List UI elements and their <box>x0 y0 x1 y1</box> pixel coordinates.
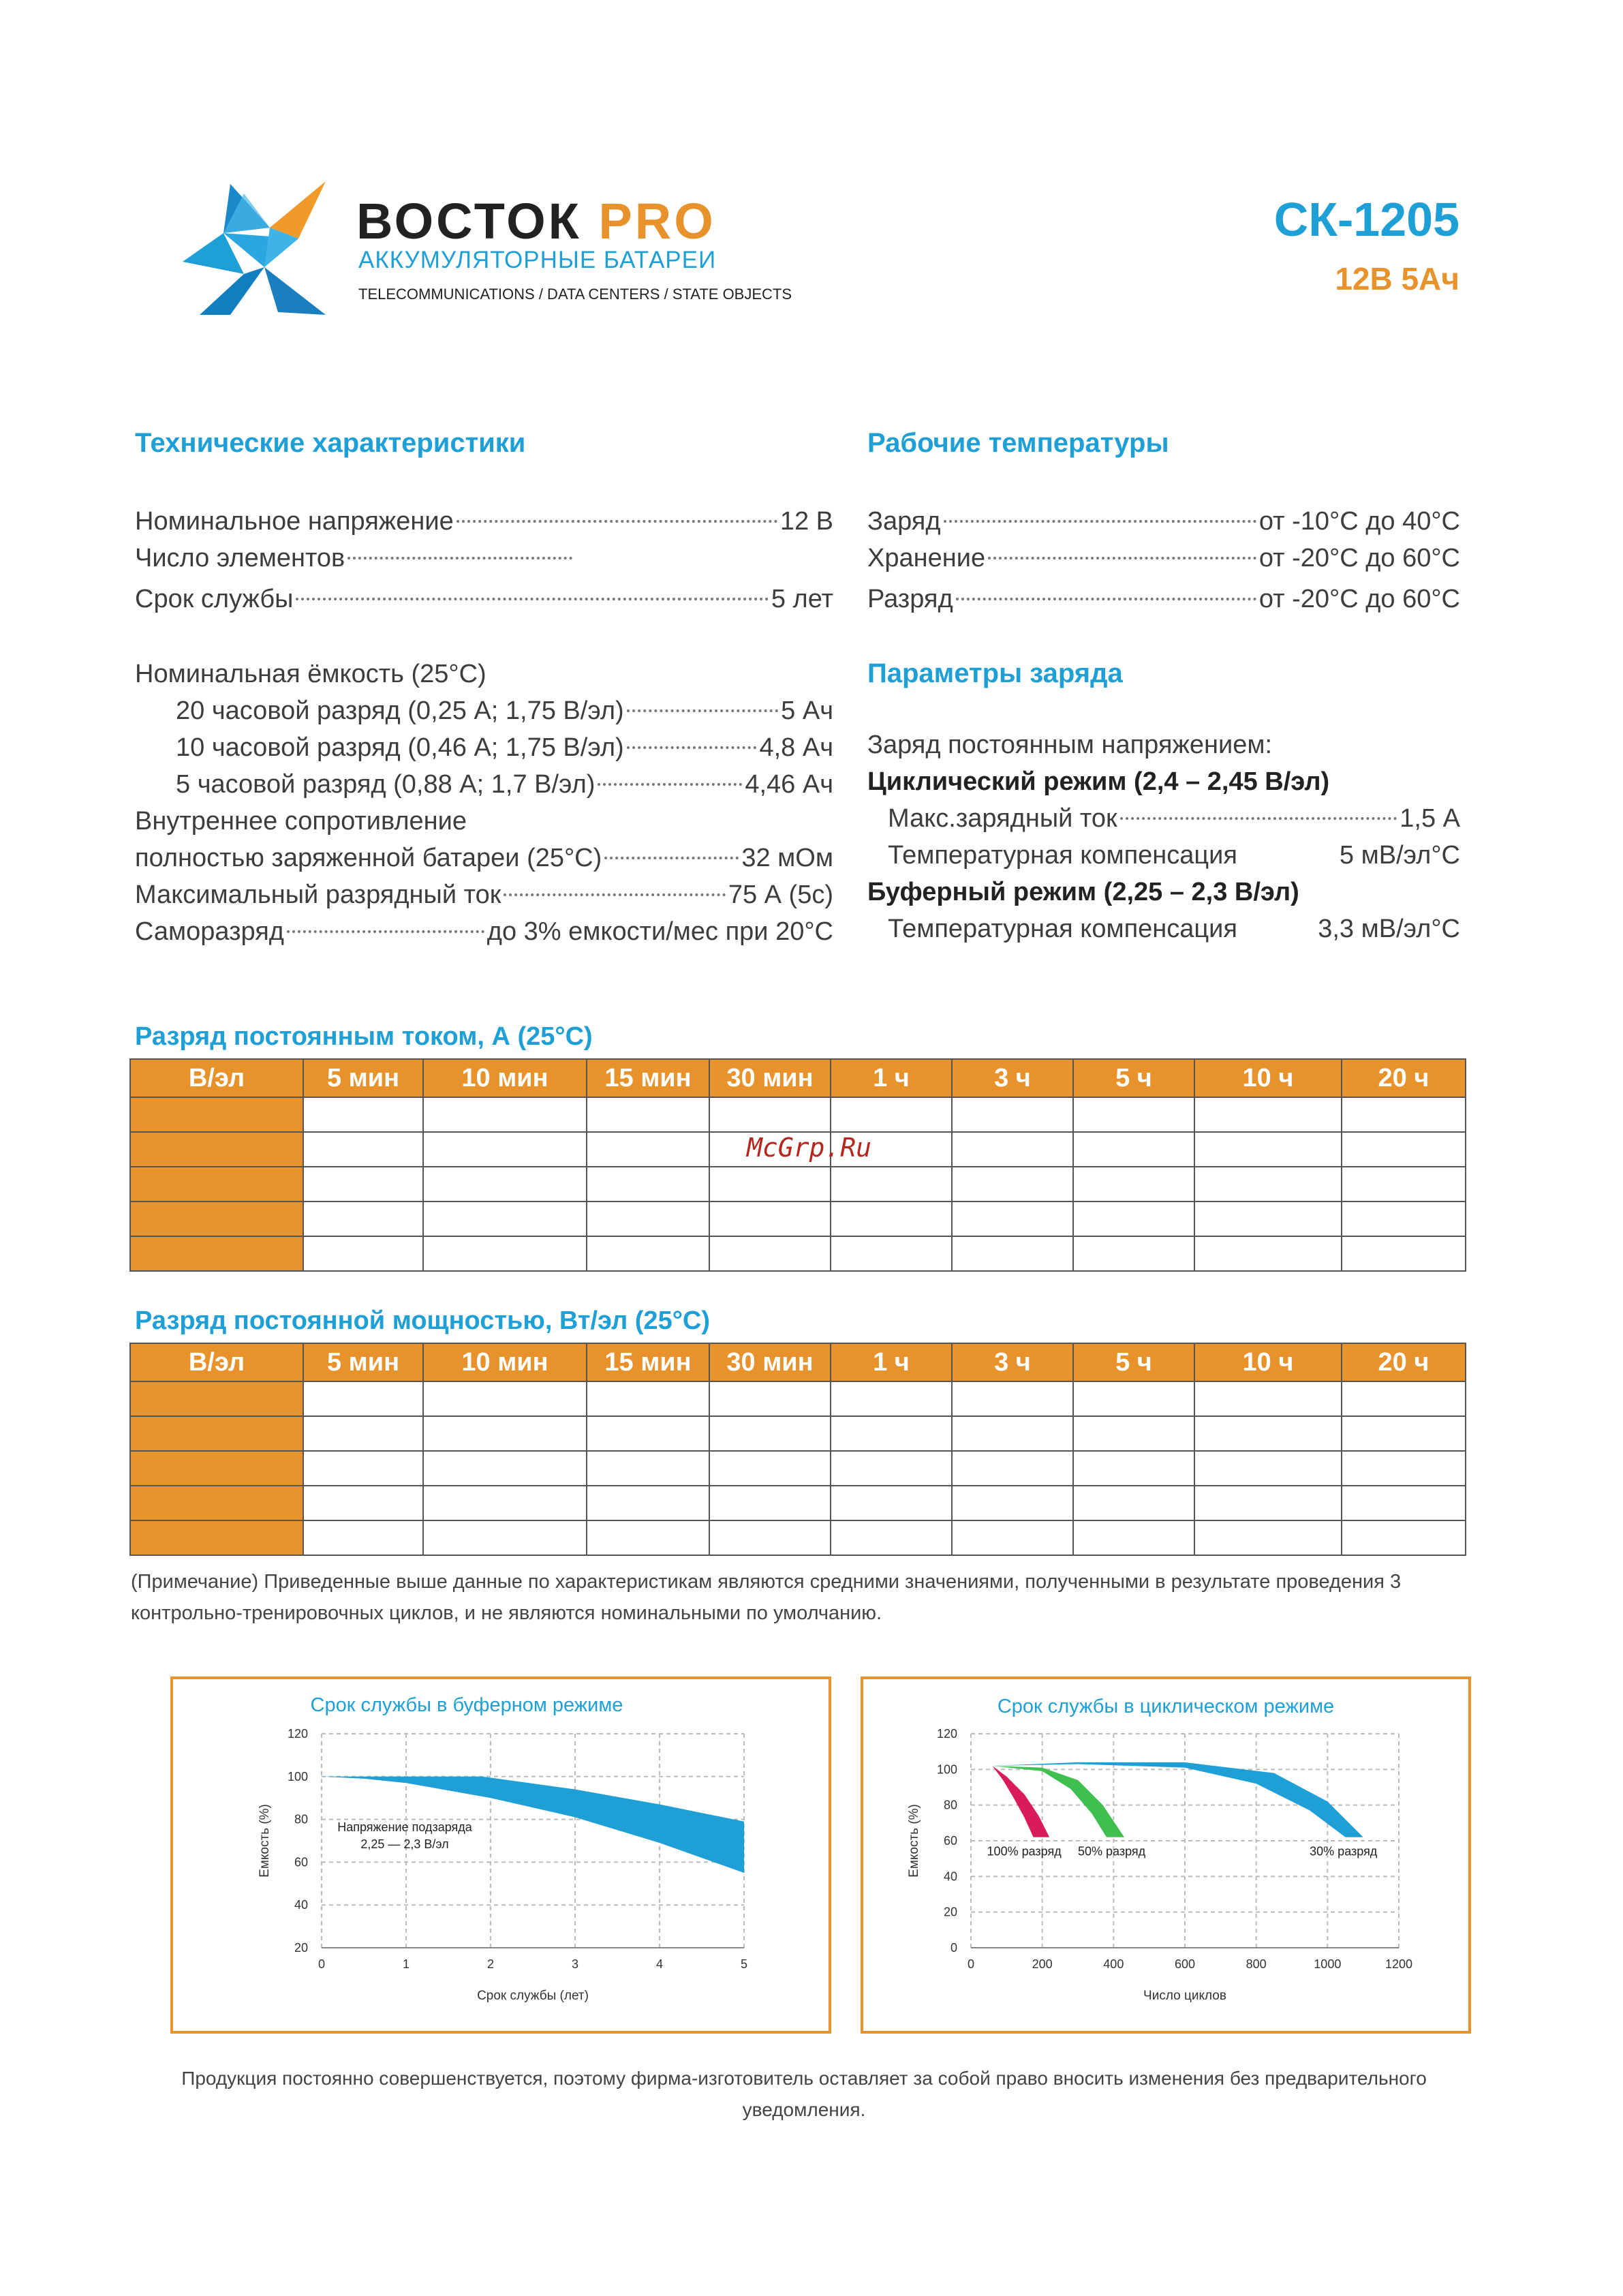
x-tick-label: 1000 <box>1314 1957 1342 1971</box>
x-tick-label: 5 <box>740 1957 748 1971</box>
model-rating: 12В 5Ач <box>1335 261 1459 296</box>
col-header: 20 ч <box>1342 1343 1466 1381</box>
col-header: В/эл <box>130 1343 303 1381</box>
buffer-title: Буферный режим (2,25 – 2,3 В/эл) <box>867 878 1299 906</box>
cyclic-current-row: Макс.зарядный ток 1,5 А <box>888 804 1460 833</box>
x-tick-label: 400 <box>1103 1957 1124 1971</box>
temp-row: Разряд от -20°C до 60°C <box>867 585 1460 613</box>
y-tick-label: 80 <box>294 1812 308 1826</box>
col-header: 1 ч <box>831 1343 952 1381</box>
resistance-row: полностью заряженной батареи (25°C) 32 мОм <box>135 844 833 872</box>
charge-params <box>867 726 1460 947</box>
col-header: 30 мин <box>709 1059 831 1097</box>
y-tick-label: 40 <box>294 1898 308 1912</box>
x-tick-label: 0 <box>318 1957 326 1971</box>
col-header: 15 мин <box>587 1343 709 1381</box>
watermark: McGrp.Ru <box>747 1133 872 1163</box>
col-header: 10 мин <box>423 1059 587 1097</box>
x-axis-label: Число циклов <box>1143 1989 1226 2003</box>
table-row <box>130 1486 1466 1520</box>
model-name: СК-1205 <box>1273 193 1459 246</box>
footer-line: уведомления. <box>742 2099 866 2120</box>
temps-title: Рабочие температуры <box>867 428 1169 458</box>
table-row <box>130 1167 1466 1201</box>
capacity-row: 20 часовой разряд (0,25 А; 1,75 В/эл) 5 Ач <box>176 697 833 725</box>
col-header: 10 ч <box>1194 1059 1342 1097</box>
annotation: Напряжение подзаряда <box>337 1820 472 1834</box>
cyclic-comp-row: Температурная компенсация 5 мВ/эл°C <box>888 841 1460 870</box>
max-current-row: Максимальный разрядный ток 75 А (5с) <box>135 881 833 909</box>
temps-list <box>867 503 1460 617</box>
series-label: 30% разряд <box>1310 1844 1378 1858</box>
capacity-row: 5 часовой разряд (0,88 А; 1,7 В/эл) 4,46 Ач <box>176 770 833 799</box>
x-tick-label: 4 <box>655 1957 664 1971</box>
col-header: 5 ч <box>1073 1343 1194 1381</box>
tech-specs-title: Технические характеристики <box>135 428 526 458</box>
note <box>131 1566 1494 1629</box>
x-tick-label: 0 <box>967 1957 975 1971</box>
brand-tagline: TELECOMMUNICATIONS / DATA CENTERS / STATE OBJECTS <box>358 286 792 303</box>
series-band <box>992 1766 1124 1837</box>
tech-specs <box>135 503 833 950</box>
footer-line: Продукция постоянно совершенствуется, поэтому фирма-изготовитель оставляет за собой право вносить изменения без предварительного <box>181 2068 1427 2089</box>
table-header-row <box>130 1059 1466 1097</box>
x-tick-label: 200 <box>1032 1957 1053 1971</box>
series-label: 100% разряд <box>987 1844 1062 1858</box>
note-line: контрольно-тренировочных циклов, и не являются номинальными по умолчанию. <box>131 1602 882 1624</box>
spec-row: Номинальное напряжение 12 В <box>135 507 833 536</box>
y-axis-label: Емкость (%) <box>258 1804 272 1878</box>
star-logo-icon <box>183 179 339 322</box>
col-header: 3 ч <box>952 1343 1073 1381</box>
temp-row: Заряд от -10°C до 40°C <box>867 507 1460 536</box>
temp-row: Хранение от -20°C до 60°C <box>867 544 1460 572</box>
y-tick-label: 20 <box>943 1905 957 1919</box>
buffer-comp-row: Температурная компенсация 3,3 мВ/эл°C <box>888 915 1460 943</box>
y-tick-label: 100 <box>936 1762 957 1777</box>
cyclic-title: Циклический режим (2,4 – 2,45 В/эл) <box>867 767 1330 796</box>
y-tick-label: 0 <box>950 1941 957 1955</box>
x-tick-label: 1200 <box>1385 1957 1413 1971</box>
col-header: 5 мин <box>303 1059 423 1097</box>
table-header-row <box>130 1343 1466 1381</box>
table-power <box>129 1343 1466 1556</box>
spec-row: Срок службы 5 лет <box>135 585 833 613</box>
x-tick-label: 2 <box>486 1957 495 1971</box>
table-row <box>130 1201 1466 1236</box>
annotation: 2,25 — 2,3 В/эл <box>360 1837 449 1851</box>
chart-buffer <box>173 1679 829 2031</box>
capacity-title: Номинальная ёмкость (25°C) <box>135 660 486 688</box>
x-tick-label: 3 <box>571 1957 579 1971</box>
brand-name: ВОСТОК PRO <box>356 193 716 249</box>
col-header: 15 мин <box>587 1059 709 1097</box>
logo <box>183 179 837 322</box>
note-line: (Примечание) Приведенные выше данные по характеристикам являются средними значениями, полученными в результате проведения 3 <box>131 1571 1402 1593</box>
chart-cyclic-box <box>861 1677 1471 2034</box>
col-header: 5 мин <box>303 1343 423 1381</box>
y-axis-label: Емкость (%) <box>907 1804 921 1878</box>
table-power-title: Разряд постоянной мощностью, Вт/эл (25°C) <box>135 1306 710 1335</box>
col-header: 3 ч <box>952 1059 1073 1097</box>
series-band <box>992 1766 1049 1837</box>
y-tick-label: 120 <box>287 1727 308 1741</box>
table-row <box>130 1236 1466 1271</box>
charge-intro: Заряд постоянным напряжением: <box>867 731 1273 759</box>
col-header: 1 ч <box>831 1059 952 1097</box>
x-tick-label: 1 <box>402 1957 410 1971</box>
chart-buffer-box <box>170 1677 831 2034</box>
col-header: 20 ч <box>1342 1059 1466 1097</box>
col-header: 5 ч <box>1073 1059 1194 1097</box>
chart-title: Срок службы в буферном режиме <box>310 1694 623 1716</box>
resistance-line: Внутреннее сопротивление <box>135 807 467 836</box>
series-label: 50% разряд <box>1078 1844 1146 1858</box>
y-tick-label: 60 <box>294 1855 308 1869</box>
col-header: 10 ч <box>1194 1343 1342 1381</box>
charge-title: Параметры заряда <box>867 658 1123 688</box>
footer <box>136 2063 1472 2126</box>
table-row <box>130 1451 1466 1486</box>
x-tick-label: 800 <box>1246 1957 1267 1971</box>
y-tick-label: 40 <box>943 1869 957 1884</box>
col-header: 10 мин <box>423 1343 587 1381</box>
chart-cyclic <box>863 1679 1468 2031</box>
brand-subtitle: АККУМУЛЯТОРНЫЕ БАТАРЕИ <box>358 247 717 273</box>
table-current <box>129 1058 1466 1272</box>
y-tick-label: 80 <box>943 1798 957 1812</box>
table-row <box>130 1381 1466 1416</box>
table-row <box>130 1097 1466 1132</box>
table-row <box>130 1416 1466 1451</box>
y-tick-label: 60 <box>943 1834 957 1848</box>
col-header: В/эл <box>130 1059 303 1097</box>
x-tick-label: 600 <box>1174 1957 1196 1971</box>
x-axis-label: Срок службы (лет) <box>477 1989 589 2003</box>
table-current-title: Разряд постоянным током, А (25°C) <box>135 1022 593 1051</box>
spec-row: Число элементов <box>135 540 833 577</box>
col-header: 30 мин <box>709 1343 831 1381</box>
chart-title: Срок службы в циклическом режиме <box>997 1696 1335 1717</box>
y-tick-label: 120 <box>936 1727 957 1741</box>
y-tick-label: 100 <box>287 1769 308 1784</box>
table-row <box>130 1520 1466 1555</box>
capacity-row: 10 часовой разряд (0,46 А; 1,75 В/эл) 4,8 Ач <box>176 733 833 762</box>
self-discharge-row: Саморазряд до 3% емкости/мес при 20°C <box>135 917 833 946</box>
y-tick-label: 20 <box>294 1941 308 1955</box>
